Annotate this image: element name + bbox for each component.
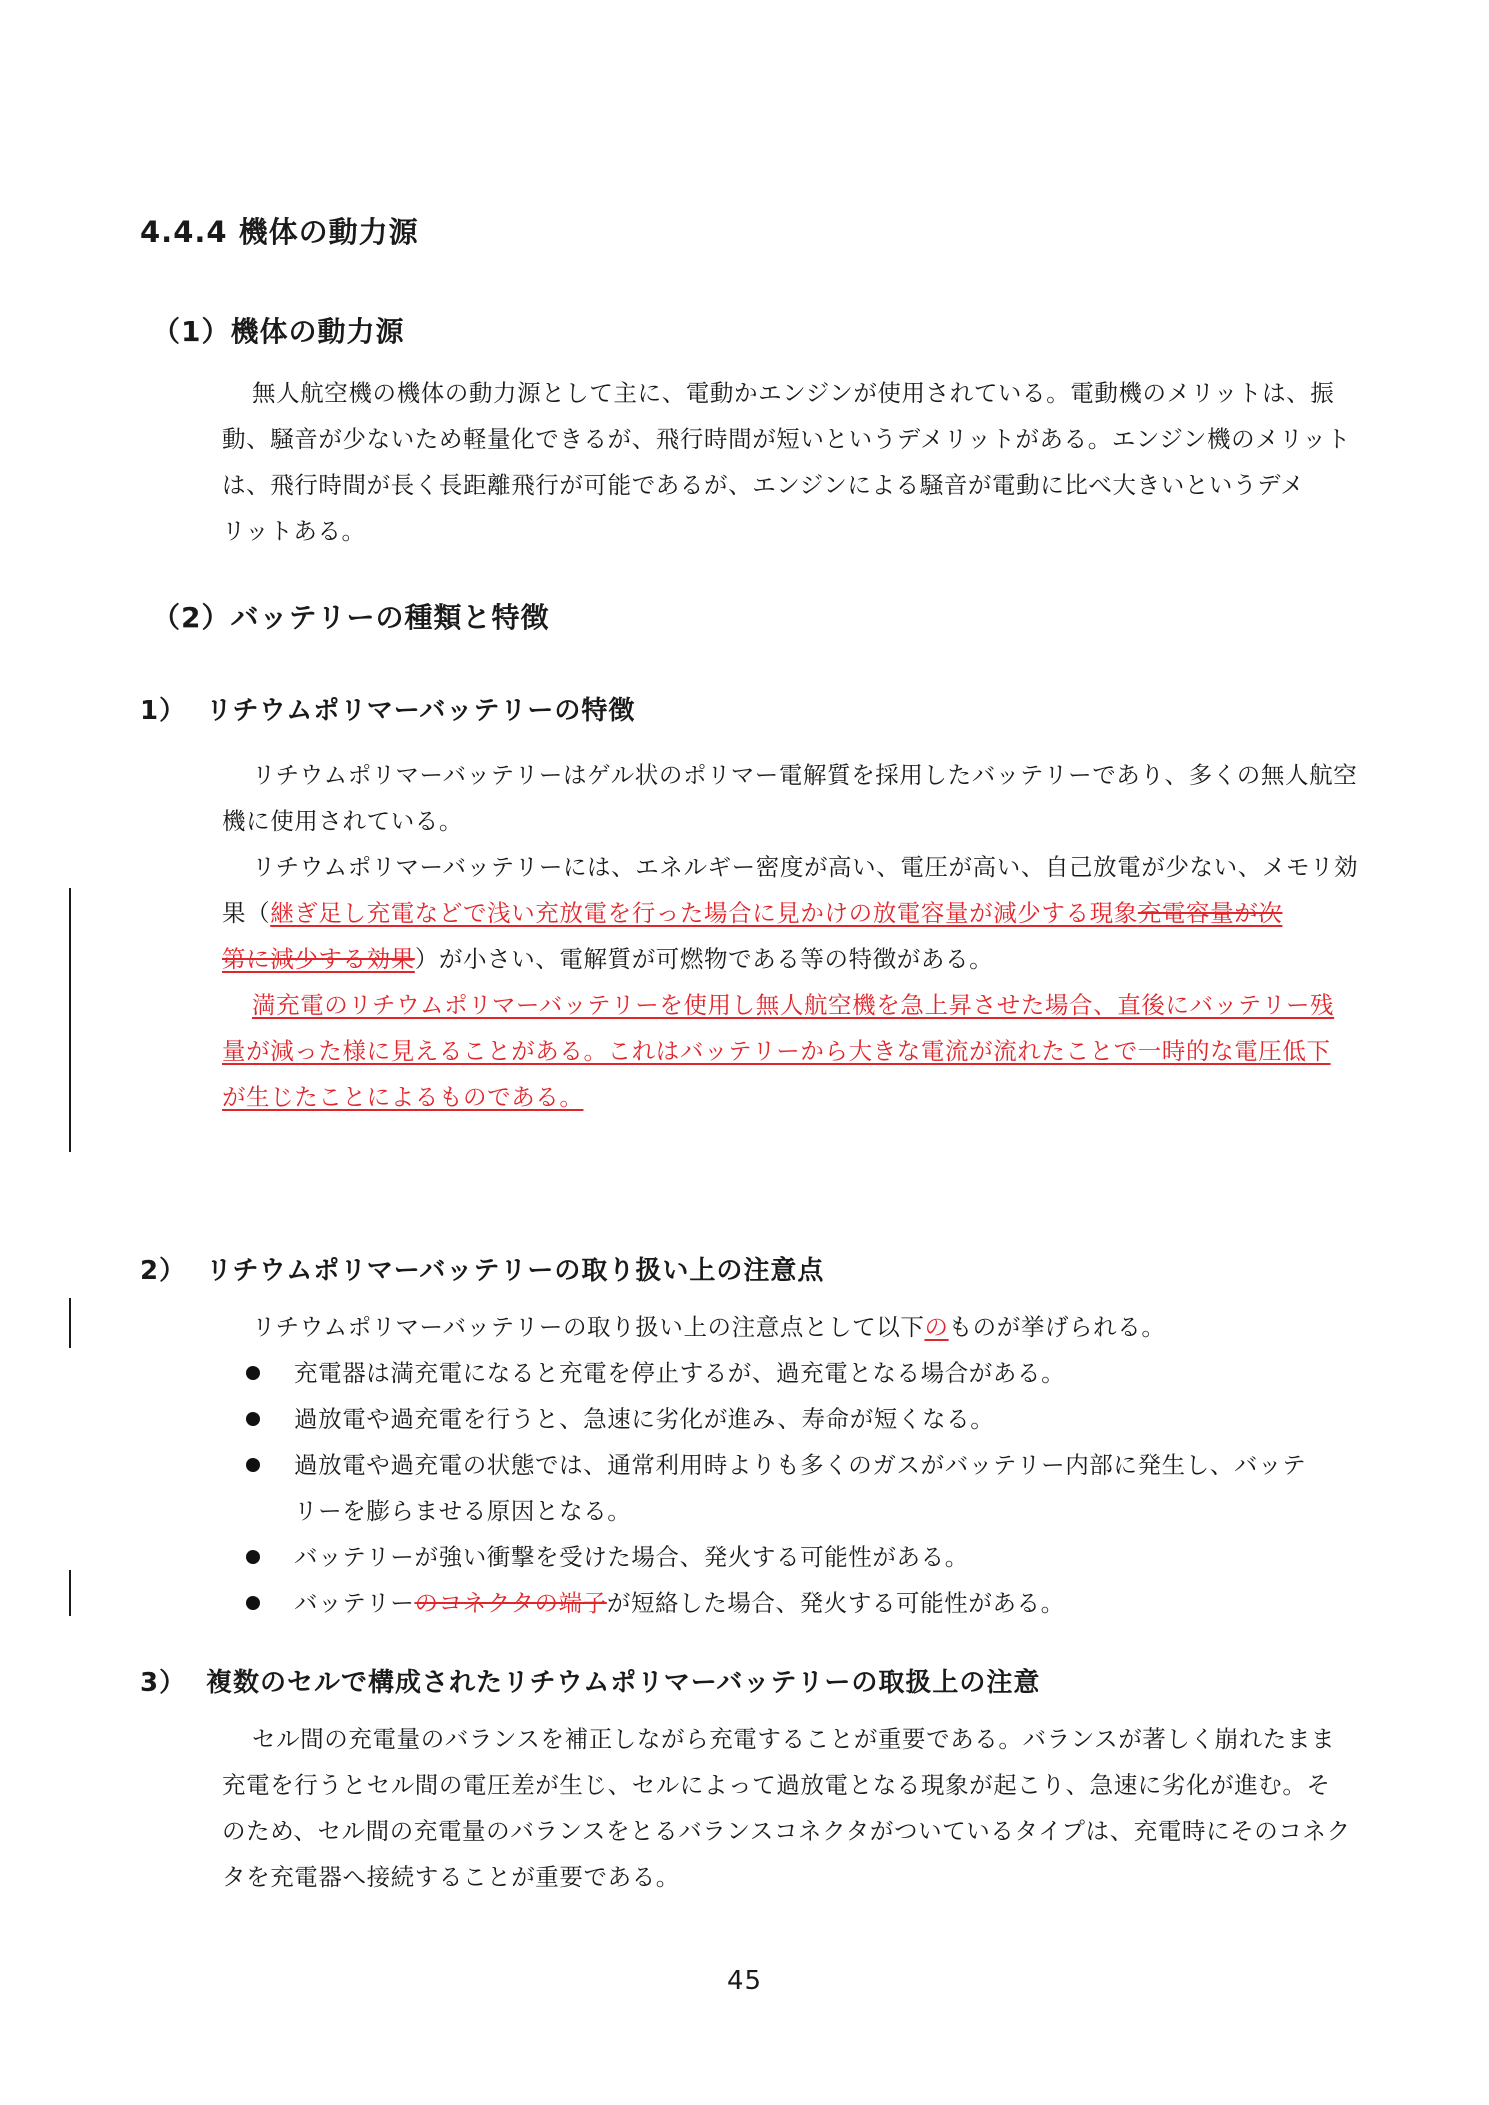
list-item-text: バッテリーが強い衝撃を受けた場合、発火する可能性がある。 bbox=[294, 1543, 969, 1571]
bullet-dot bbox=[246, 1458, 260, 1472]
paragraph-handling-intro bbox=[222, 1304, 1352, 1350]
revision-bar bbox=[69, 1570, 71, 1616]
paragraph-line: タを充電器へ接続することが重要である。 bbox=[222, 1863, 680, 1891]
list-item bbox=[242, 1350, 1352, 1396]
deleted-text: 第に減少する効果 bbox=[222, 945, 415, 973]
item-number: 1） bbox=[140, 696, 187, 726]
deleted-text: のコネクタの端子 bbox=[414, 1589, 607, 1617]
list-item-text: 過放電や過充電を行うと、急速に劣化が進み、寿命が短くなる。 bbox=[294, 1405, 995, 1433]
inserted-line: 満充電のリチウムポリマーバッテリーを使用し無人航空機を急上昇させた場合、直後にバッテリー残 bbox=[252, 991, 1335, 1019]
text-run: 果（ bbox=[222, 899, 271, 927]
item-title: リチウムポリマーバッテリーの取り扱い上の注意点 bbox=[206, 1256, 825, 1286]
page-number: 45 bbox=[726, 1966, 763, 1996]
item-heading-2 bbox=[140, 1250, 824, 1287]
bullet-list bbox=[242, 1350, 1352, 1626]
inserted-text: 継ぎ足し充電などで浅い充放電を行った場合に見かけの放電容量が減少する現象 bbox=[270, 899, 1138, 927]
paragraph-line: リットある。 bbox=[222, 517, 366, 545]
item-number: 3） bbox=[140, 1668, 187, 1698]
paragraph-line: リチウムポリマーバッテリーには、エネルギー密度が高い、電圧が高い、自己放電が少ない、メモリ効 bbox=[252, 853, 1359, 881]
text-run: リチウムポリマーバッテリーの取り扱い上の注意点として以下 bbox=[252, 1313, 925, 1341]
bullet-dot bbox=[246, 1596, 260, 1610]
paragraph-line: 動、騒音が少ないため軽量化できるが、飛行時間が短いというデメリットがある。エンジン機のメリット bbox=[222, 425, 1351, 453]
section-heading: 4.4.4 機体の動力源 bbox=[140, 215, 419, 249]
paragraph-line: 無人航空機の機体の動力源として主に、電動かエンジンが使用されている。電動機のメリットは、振 bbox=[252, 379, 1335, 407]
paragraph-line: は、飛行時間が長く長距離飛行が可能であるが、エンジンによる騒音が電動に比べ大きいというデメ bbox=[222, 471, 1305, 499]
paragraph-lipo-features bbox=[222, 752, 1359, 1120]
list-item bbox=[242, 1396, 1352, 1442]
revision-bar bbox=[69, 888, 71, 1152]
bullet-dot bbox=[246, 1412, 260, 1426]
list-item-text bbox=[294, 1580, 1352, 1626]
paragraph-power-source bbox=[222, 370, 1352, 554]
bullet-dot bbox=[246, 1366, 260, 1380]
item-heading-1 bbox=[140, 690, 635, 727]
text-run: バッテリー bbox=[294, 1589, 415, 1617]
subsection-heading-1: （1）機体の動力源 bbox=[152, 315, 405, 348]
list-item-text: 充電器は満充電になると充電を停止するが、過充電となる場合がある。 bbox=[294, 1359, 1066, 1387]
item-title: 複数のセルで構成されたリチウムポリマーバッテリーの取扱上の注意 bbox=[206, 1668, 1041, 1698]
deleted-text: 充電容量が次 bbox=[1137, 899, 1283, 927]
revision-bar bbox=[69, 1298, 71, 1348]
list-item bbox=[242, 1580, 1352, 1626]
item-title: リチウムポリマーバッテリーの特徴 bbox=[206, 696, 636, 726]
inserted-line: が生じたことによるものである。 bbox=[222, 1083, 584, 1111]
paragraph-line: 充電を行うとセル間の電圧差が生じ、セルによって過放電となる現象が起こり、急速に劣化が進む。そ bbox=[222, 1771, 1331, 1799]
paragraph-line bbox=[222, 936, 1352, 982]
paragraph-line bbox=[222, 1304, 1352, 1350]
paragraph-line bbox=[222, 890, 1352, 936]
paragraph-line: リチウムポリマーバッテリーはゲル状のポリマー電解質を採用したバッテリーであり、多くの無人航空 bbox=[252, 761, 1358, 789]
inserted-line: 量が減った様に見えることがある。これはバッテリーから大きな電流が流れたことで一時的な電圧低下 bbox=[222, 1037, 1331, 1065]
inserted-text: の bbox=[924, 1313, 949, 1341]
bullet-dot bbox=[246, 1550, 260, 1564]
list-item-text: 過放電や過充電の状態では、通常利用時よりも多くのガスがバッテリー内部に発生し、バッテ bbox=[294, 1451, 1307, 1479]
subsection-heading-2: （2）バッテリーの種類と特徴 bbox=[152, 601, 550, 634]
text-run: ）が小さい、電解質が可燃物である等の特徴がある。 bbox=[414, 945, 994, 973]
paragraph-line: 機に使用されている。 bbox=[222, 807, 463, 835]
paragraph-multicell bbox=[222, 1716, 1352, 1900]
paragraph-line: セル間の充電量のバランスを補正しながら充電することが重要である。バランスが著しく崩れたまま bbox=[252, 1725, 1336, 1753]
text-run: が短絡した場合、発火する可能性がある。 bbox=[606, 1589, 1065, 1617]
text-run: ものが挙げられる。 bbox=[948, 1313, 1166, 1341]
list-item bbox=[242, 1534, 1352, 1580]
paragraph-line: のため、セル間の充電量のバランスをとるバランスコネクタがついているタイプは、充電時にそのコネク bbox=[222, 1817, 1351, 1845]
item-heading-3 bbox=[140, 1662, 1040, 1699]
list-item-text: リーを膨らませる原因となる。 bbox=[294, 1497, 632, 1525]
item-number: 2） bbox=[140, 1256, 187, 1286]
list-item bbox=[242, 1442, 1352, 1534]
